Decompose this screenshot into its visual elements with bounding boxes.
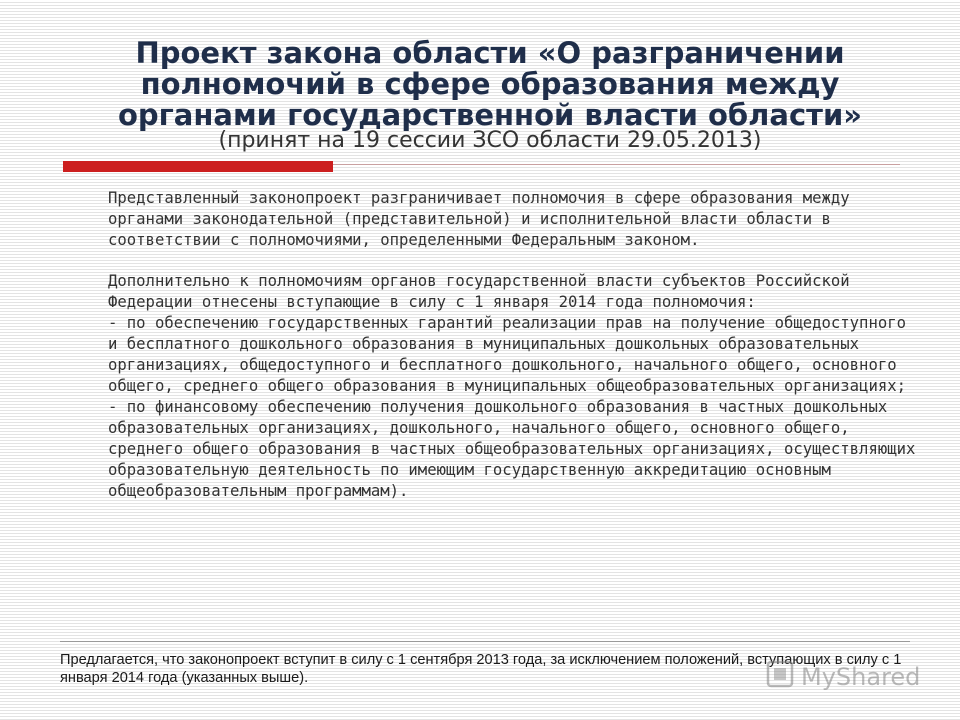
paragraph-intro: Представленный законопроект разграничивает полномочия в сфере образования между органами законодательной (представительной) и исполнительной власти области в соответствии с полномочиями, определенными Федеральным законом. [108, 189, 850, 249]
accent-bar [63, 161, 333, 172]
list-item: - по финансовому обеспечению получения дошкольного образования в частных дошкольных образовательных организациях, дошкольного, начального общего, основного общего, среднего общего образования в частных общеобразовательных организациях, осуществляющих образовательную деятельность по имеющим государственную аккредитацию основным общеобразовательным программам). [108, 398, 916, 500]
footer-note: Предлагается, что законопроект вступит в силу с 1 сентября 2013 года, за исключением положений, вступающих в силу с 1 января 2014 года (указанных выше). [60, 652, 902, 686]
paragraph-gap [60, 251, 920, 271]
watermark [765, 660, 935, 694]
paragraph-additional: Дополнительно к полномочиям органов государственной власти субъектов Российской Федерации отнесены вступающие в силу с 1 января 2014 года полномочия: [108, 272, 850, 311]
slide-subtitle: (принят на 19 сессии ЗСО области 29.05.2013) [218, 128, 762, 153]
watermark-logo-icon [765, 659, 795, 695]
footer-divider [60, 641, 910, 642]
watermark-text: MyShared [801, 663, 921, 691]
slide-body [60, 188, 920, 502]
slide-title: Проект закона области «О разграничении полномочий в сфере образования между органами государственной власти области» [117, 36, 863, 132]
title-divider [333, 164, 900, 165]
list-item: - по обеспечению государственных гарантий реализации прав на получение общедоступного и бесплатного дошкольного образования в муниципальных дошкольных образовательных организациях, общедоступного и бесплатного дошкольного, начального общего, основного общего, среднего общего образования в муниципальных общеобразовательных организациях; [108, 314, 906, 395]
